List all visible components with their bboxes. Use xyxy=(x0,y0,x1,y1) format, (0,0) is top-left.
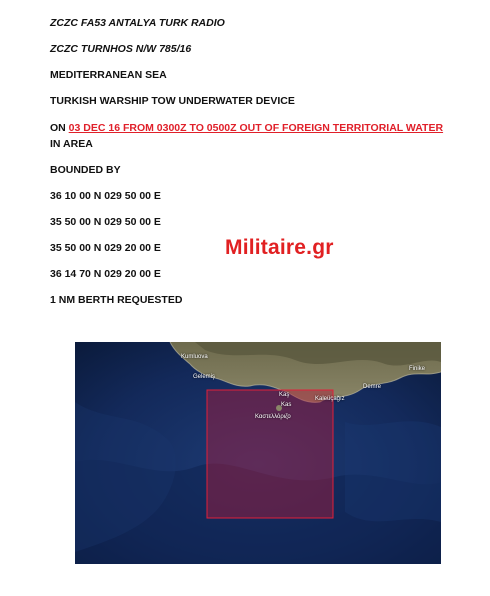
map-label-kaleucagiz: Kaleüçağız xyxy=(315,396,345,402)
map-label-finike: Finike xyxy=(409,366,426,372)
berth-request: 1 NM BERTH REQUESTED xyxy=(50,294,183,306)
exercise-area xyxy=(207,390,333,518)
map-label-demre: Demre xyxy=(363,384,382,390)
map-label-kas: Kaş xyxy=(279,392,290,398)
map-label-kastellorizo: Καστελλόριζο xyxy=(255,414,291,420)
coordinate-2: 35 50 00 N 029 50 00 E xyxy=(50,216,161,228)
map-label-kas2: Kas xyxy=(281,402,292,408)
period-prefix: ON xyxy=(50,122,69,134)
map-label-gelemis: Gelemiş xyxy=(193,374,216,380)
notice-number: ZCZC TURNHOS N/W 785/16 xyxy=(50,43,192,55)
subject-line: TURKISH WARSHIP TOW UNDERWATER DEVICE xyxy=(50,95,295,107)
seafloor-texture xyxy=(345,421,441,522)
map-graphic xyxy=(75,342,441,564)
watermark-logo: Militaire.gr xyxy=(225,236,334,259)
map-label-kumluova: Kumluova xyxy=(181,354,208,360)
satellite-map xyxy=(75,342,441,564)
bounded-by-label: BOUNDED BY xyxy=(50,164,121,176)
coordinate-4: 36 14 70 N 029 20 00 E xyxy=(50,268,161,280)
header-line: ZCZC FA53 ANTALYA TURK RADIO xyxy=(50,17,225,29)
period-link[interactable]: 03 DEC 16 FROM 0300Z TO 0500Z OUT OF FOREIGN TERRITORIAL WATER xyxy=(68,122,444,134)
region-line: MEDITERRANEAN SEA xyxy=(50,69,167,81)
coordinate-1: 36 10 00 N 029 50 00 E xyxy=(50,190,161,202)
period-line xyxy=(50,120,450,152)
period-suffix: IN AREA xyxy=(50,138,93,150)
coordinate-3: 35 50 00 N 029 20 00 E xyxy=(50,242,161,254)
